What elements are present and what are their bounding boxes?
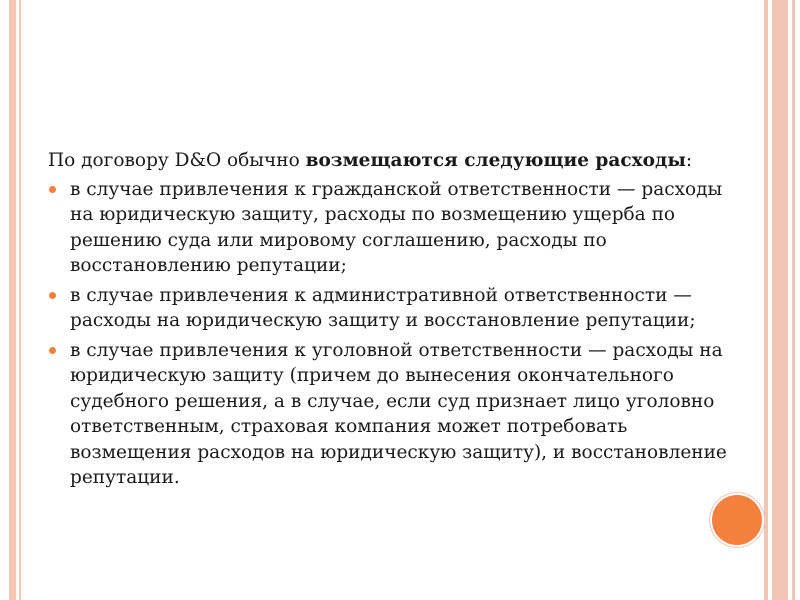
right-decorative-thin-stripe — [764, 0, 768, 600]
bullet-icon — [49, 347, 56, 354]
list-item — [48, 338, 728, 491]
intro-suffix: : — [685, 150, 693, 171]
orange-circle-icon — [712, 495, 762, 545]
right-decorative-edge-stripe — [792, 0, 795, 600]
right-decorative-stripe — [772, 0, 788, 600]
bullet-icon — [49, 292, 56, 299]
left-decorative-thin-stripe — [19, 0, 21, 600]
list-item-text: в случае привлечения к уголовной ответственности — расходы на юридическую защиту (причем до вынесения окончательного судебного решения, а в случае, если суд признает лицо уголовно ответственным, страховая компания может потребовать возмещения расходов на юридическую защиту), и восстановление репутации. — [70, 339, 727, 488]
intro-bold-text: возмещаются следующие расходы — [305, 150, 686, 171]
left-decorative-stripe — [9, 0, 16, 600]
list-item-text: в случае привлечения к гражданской ответственности — расходы на юридическую защиту, расходы по возмещению ущерба по решению суда или мировому соглашению, расходы по восстановлению репутации; — [70, 178, 723, 276]
expense-list — [48, 177, 728, 491]
intro-paragraph — [48, 148, 728, 174]
bullet-icon — [49, 186, 56, 193]
slide-body — [48, 148, 728, 495]
list-item — [48, 177, 728, 279]
list-item-text: в случае привлечения к административной ответственности — расходы на юридическую защиту и восстановление репутации; — [70, 284, 696, 331]
intro-prefix: По договору D&O обычно — [48, 150, 306, 171]
list-item — [48, 283, 728, 334]
